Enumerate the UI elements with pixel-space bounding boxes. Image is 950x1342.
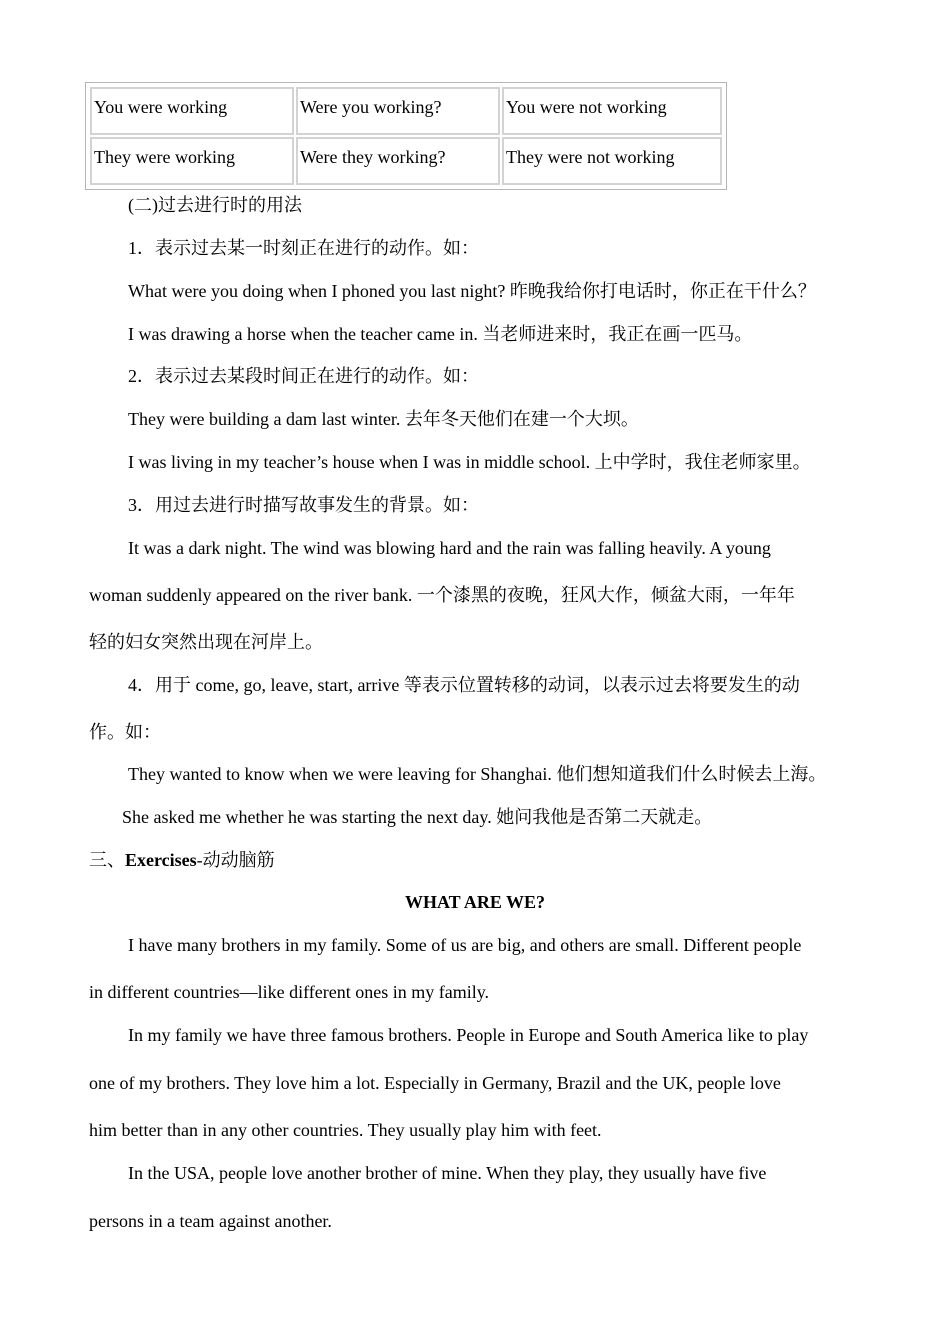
passage-p3-line1: In the USA, people love another brother of mine. When they play, they usually have five bbox=[128, 1163, 767, 1183]
exercises-suffix: -动动脑筋 bbox=[196, 850, 275, 870]
table-cell: They were working bbox=[90, 137, 294, 185]
passage-p1-line1: I have many brothers in my family. Some of us are big, and others are small. Different people bbox=[128, 935, 802, 955]
table-cell: Were they working? bbox=[296, 137, 500, 185]
usage2-heading: 2．表示过去某段时间正在进行的动作。如： bbox=[128, 366, 479, 386]
table-row bbox=[90, 87, 722, 135]
table-cell: They were not working bbox=[502, 137, 722, 185]
usage4-example2: She asked me whether he was starting the next day. 她问我他是否第二天就走。 bbox=[122, 807, 713, 827]
passage-title: WHAT ARE WE? bbox=[404, 892, 546, 912]
conjugation-table bbox=[85, 82, 727, 190]
exercises-bold-label: Exercises bbox=[125, 850, 197, 870]
usage4-line1: 4．用于 come, go, leave, start, arrive 等表示位置转移的动词，以表示过去将要发生的动 bbox=[128, 675, 800, 695]
usage1-example2: I was drawing a horse when the teacher came in. 当老师进来时，我正在画一匹马。 bbox=[128, 324, 753, 344]
usage4-line2: 作。如： bbox=[89, 722, 161, 742]
table-cell: Were you working? bbox=[296, 87, 500, 135]
table-cell: You were working bbox=[90, 87, 294, 135]
usage1-heading: 1．表示过去某一时刻正在进行的动作。如： bbox=[128, 238, 479, 258]
conjugation-table-body bbox=[88, 85, 724, 187]
passage-p2-line3: him better than in any other countries. They usually play him with feet. bbox=[89, 1120, 602, 1140]
table-cell: You were not working bbox=[502, 87, 722, 135]
usage3-heading: 3．用过去进行时描写故事发生的背景。如： bbox=[128, 495, 479, 515]
passage-p1-line2: in different countries—like different ones in my family. bbox=[89, 982, 490, 1002]
usage2-example1: They were building a dam last winter. 去年冬天他们在建一个大坝。 bbox=[128, 409, 639, 429]
passage-p3-line2: persons in a team against another. bbox=[89, 1211, 332, 1231]
exercises-prefix: 三、 bbox=[89, 850, 125, 870]
usage3-line2: woman suddenly appeared on the river bank. 一个漆黑的夜晚，狂风大作，倾盆大雨，一年年 bbox=[89, 585, 795, 605]
passage-p2-line2: one of my brothers. They love him a lot. Especially in Germany, Brazil and the UK, people love bbox=[89, 1073, 781, 1093]
usage3-line1: It was a dark night. The wind was blowing hard and the rain was falling heavily. A young bbox=[128, 538, 771, 558]
section-heading-usage: (二)过去进行时的用法 bbox=[128, 195, 302, 215]
table-row bbox=[90, 137, 722, 185]
usage3-line3: 轻的妇女突然出现在河岸上。 bbox=[89, 632, 323, 652]
usage1-example1: What were you doing when I phoned you last night? 昨晚我给你打电话时，你正在干什么？ bbox=[128, 281, 816, 301]
usage2-example2: I was living in my teacher’s house when I was in middle school. 上中学时，我住老师家里。 bbox=[128, 452, 811, 472]
passage-p2-line1: In my family we have three famous brothers. People in Europe and South America like to play bbox=[128, 1025, 809, 1045]
usage4-example1: They wanted to know when we were leaving for Shanghai. 他们想知道我们什么时候去上海。 bbox=[128, 764, 827, 784]
exercises-heading bbox=[89, 848, 275, 872]
